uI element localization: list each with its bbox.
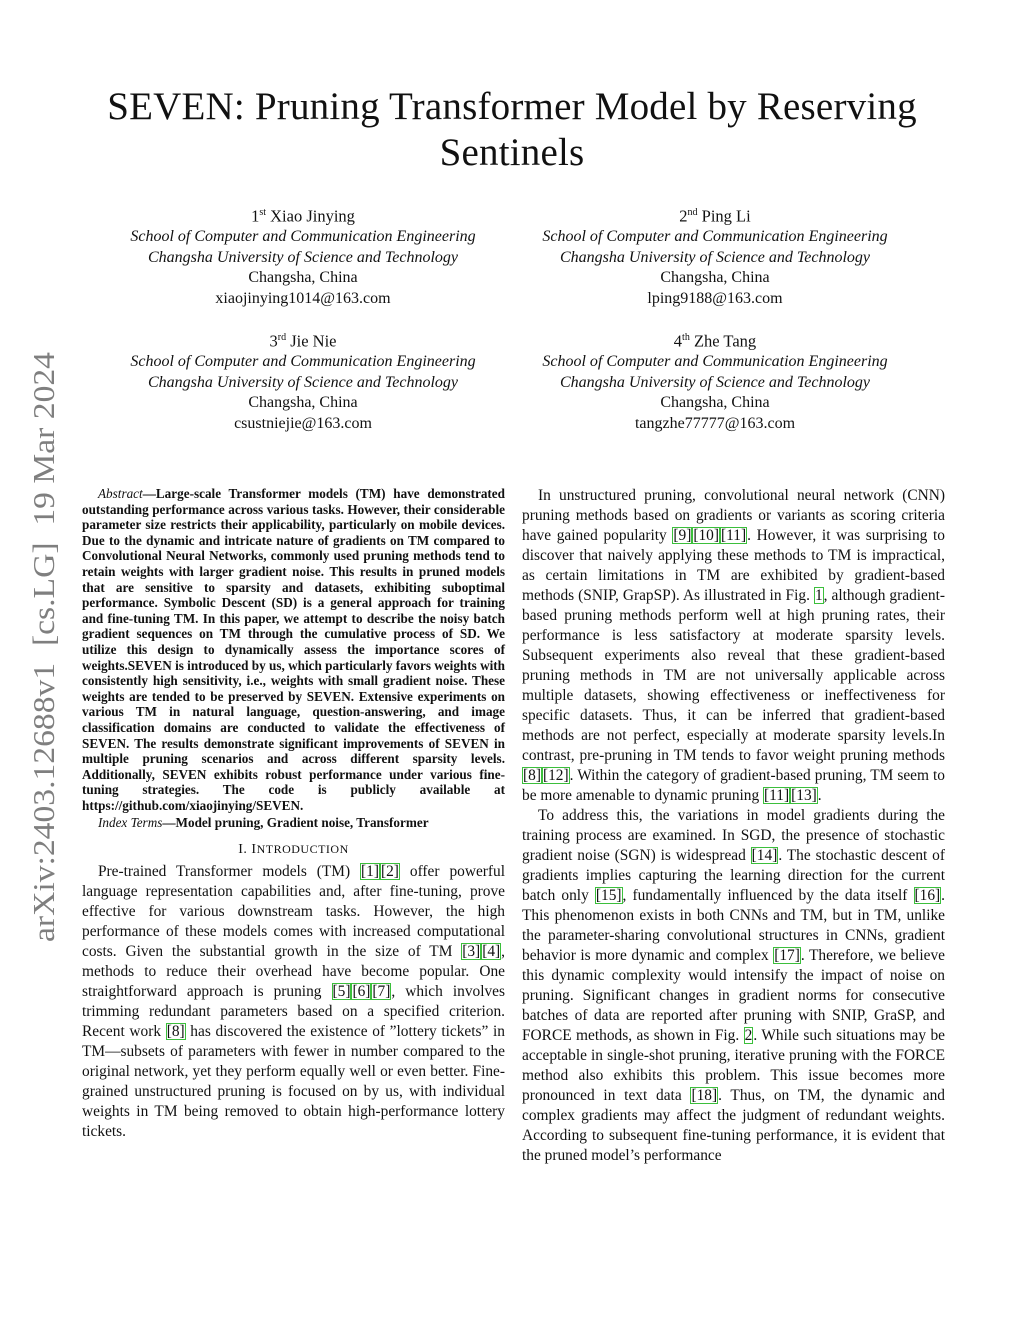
citation-link[interactable]: [13] (791, 787, 817, 804)
citation-link[interactable]: [11] (764, 787, 790, 804)
section-heading: I. INTRODUCTION (238, 842, 349, 858)
abstract-text: —Large-scale Transformer models (TM) have demonstrated outstanding performance across various tasks. However, their considerable parameter size restricts their applicability, particularly on mobile devices. Due to the dynamic and intricate nature of gradients on TM compared to Convolutional Neural Networks, commonly used pruning methods tend to retain weights with larger gradient noise. This results in pruned models that are sensitive to sparsity and datasets, exhibiting suboptimal performance. Symbolic Descent (SD) is a general approach for training and fine-tuning TM. In this paper, we attempt to describe the noisy batch gradient sequences on TM through the cumulative process of SD. We utilize this design to dynamically assess the importance scores of weights.SEVEN is introduced by us, which particularly favors weights with consistently high sensitivity, i.e., weights with small gradient noise. These weights are tended to be preserved by SEVEN. Extensive experiments on various TM in natural language, question-answering, and image classification domains are conducted to validate the effectiveness of SEVEN. The results demonstrate significant improvements of SEVEN in multiple pruning scenarios and across different sparsity levels. Additionally, SEVEN exhibits robust performance under various fine-tuning strategies. The code is publicly available at https://github.com/xiaojinying/SEVEN. (82, 486, 505, 813)
citation-link[interactable]: [8] (166, 1023, 185, 1041)
title-line-1: SEVEN: Pruning Transformer Model by Reserving (107, 85, 917, 128)
author-name: 2nd Ping Li (679, 206, 751, 226)
intro-paragraph: Pre-trained Transformer models (TM) [1] [2] offer powerful language representation capabilities and, after fine-tuning, prove effective for various downstream tasks. However, the high performance of these models comes with increased computational costs. Given the substantial growth in the size of TM [3] [4], methods to reduce their overhead have become popular. One straightforward approach is pruning [5] [6] [7], which involves trimming redundant parameters based on a specified criterion. Recent work [8] has discovered the existence of ”lottery tickets” in TM—subsets of parameters with fewer in number compared to the original network, yet they perform equally well or even better. Fine-grained unstructured pruning is focused on by us, with individual weights in TM being removed to obtain high-performance lottery tickets. (82, 863, 506, 1141)
figure-link[interactable]: 1 (814, 587, 823, 604)
abstract (82, 486, 505, 813)
index-terms-text: —Model pruning, Gradient noise, Transformer (162, 815, 429, 831)
index-terms-label: Index Terms (98, 815, 163, 831)
citation-link[interactable]: [14] (751, 847, 778, 864)
body-paragraph-1: In unstructured pruning, convolutional neural network (CNN) pruning methods based on gradients or variants as scoring criteria have gained popularity [9] [10] [11]. However, it was surprising to discover that naively applying these methods to TM is impractical, as certain limitations in TM are exhibited by gradient-based methods (SNIP, GrapSP). As illustrated in Fig. 1, although gradient-based pruning methods perform well at high pruning rates, their performance is less satisfactory at moderate sparsity levels. Subsequent experiments also reveal that these gradient-based pruning methods in TM are not universally applicable across multiple datasets, showing effectiveness or ineffectiveness for specific datasets. Thus, it can be inferred that gradient-based methods are not perfect, especially at moderate sparsity levels.In contrast, pre-pruning in TM tends to favor weight pruning methods [8] [12]. Within the category of gradient-based pruning, TM seem to be more amenable to dynamic pruning [11] [13]. (522, 487, 945, 804)
figure-link[interactable]: 2 (744, 1027, 753, 1044)
body-paragraph-2: To address this, the variations in model gradients during the training process are examined. In SGD, the presence of stochastic gradient noise (SGN) is widespread [14]. The stochastic descent of gradients implies capturing the learning direction for the current batch only [15], fundamentally influenced by the data itself [16]. This phenomenon exists in both CNNs and TM, but in TM, unlike the parameter-sharing convolutional structures in CNNs, gradient behavior is more dynamic and complex [17]. Therefore, we believe this dynamic complexity would intensify the impact of noise on pruning. Significant changes in gradient norms for consecutive batches of data are reported after pruning with SNIP, GraSP, and FORCE methods, as shown in Fig. 2. While such situations may be acceptable in single-shot pruning, iterative pruning with the FORCE method also exhibits this problem. This issue becomes more pronounced in text data [18]. Thus, on TM, the dynamic and complex gradients may affect the judgment of redundant weights. According to subsequent fine-tuning performance, it is evident that the pruned model’s performance (522, 807, 946, 1164)
title-line-2: Sentinels (439, 131, 585, 174)
author-email[interactable]: csustniejie@163.com (234, 414, 372, 432)
citation-link[interactable]: [7] (372, 983, 391, 1001)
paper-title (60, 84, 964, 176)
author-name: 3rd Jie Nie (269, 331, 337, 351)
citation-link[interactable]: [2] (380, 863, 399, 881)
right-column (522, 486, 945, 1166)
citation-link[interactable]: [12] (542, 767, 569, 784)
author-city: Changsha, China (660, 269, 770, 286)
citation-link[interactable]: [11] (721, 527, 747, 544)
arxiv-stamp-text: arXiv:2403.12688v1 [cs.LG] 19 Mar 2024 (26, 397, 61, 942)
citation-link[interactable]: [3] (462, 943, 481, 961)
author-email[interactable]: tangzhe77777@163.com (634, 414, 796, 432)
left-column (82, 486, 505, 1142)
citation-link[interactable]: [1] (361, 863, 379, 881)
author-university: Changsha University of Science and Technology (147, 248, 459, 266)
author-name: 4th Zhe Tang (673, 331, 757, 351)
author-city: Changsha, China (248, 394, 358, 411)
author-block-4 (515, 328, 915, 434)
author-department: School of Computer and Communication Engineering (130, 353, 476, 370)
author-block-2 (515, 203, 915, 309)
author-email[interactable]: lping9188@163.com (647, 289, 783, 307)
citation-link[interactable]: [17] (774, 947, 800, 964)
citation-link[interactable]: [10] (693, 527, 719, 544)
citation-link[interactable]: [16] (914, 887, 941, 904)
author-block-1 (103, 203, 503, 309)
arxiv-stamp (22, 350, 64, 942)
citation-link[interactable]: [5] (332, 983, 351, 1001)
citation-link[interactable]: [4] (482, 943, 501, 961)
author-name: 1st Xiao Jinying (251, 206, 355, 226)
abstract-label: Abstract (98, 486, 143, 501)
author-university: Changsha University of Science and Technology (147, 373, 459, 391)
author-city: Changsha, China (660, 394, 770, 411)
author-university: Changsha University of Science and Technology (559, 248, 871, 266)
citation-link[interactable]: [6] (352, 983, 371, 1001)
citation-link[interactable]: [9] (673, 527, 692, 544)
author-university: Changsha University of Science and Technology (559, 373, 871, 391)
author-block-3 (103, 328, 503, 434)
author-department: School of Computer and Communication Engineering (130, 228, 476, 245)
author-city: Changsha, China (248, 269, 358, 286)
citation-link[interactable]: [18] (691, 1087, 718, 1104)
citation-link[interactable]: [15] (595, 887, 622, 904)
author-department: School of Computer and Communication Engineering (542, 228, 888, 245)
citation-link[interactable]: [8] (523, 767, 541, 784)
index-terms (82, 815, 505, 831)
author-email[interactable]: xiaojinying1014@163.com (215, 289, 391, 307)
author-department: School of Computer and Communication Engineering (542, 353, 888, 370)
